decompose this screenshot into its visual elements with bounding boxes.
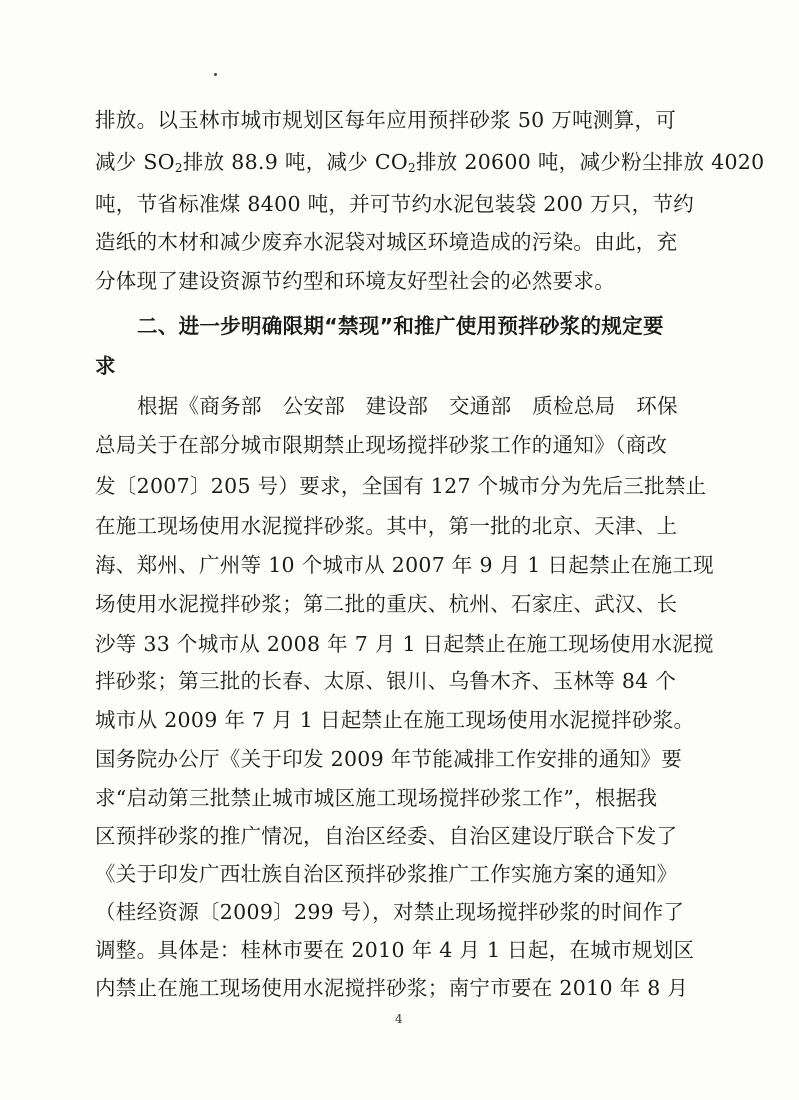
section-heading: 二、进一步明确限期“禁现”和推广使用预拌砂浆的规定要 [137,314,664,338]
body-line: 内禁止在施工现场使用水泥搅拌砂浆；南宁市要在 2010 年 8 月 [95,976,689,1000]
body-line: 根据《商务部 公安部 建设部 交通部 质检总局 环保 [137,394,678,418]
body-line: 沙等 33 个城市从 2008 年 7 月 1 日起禁止在施工现场使用水泥搅 [95,632,714,656]
section-heading-cont: 求 [95,354,116,378]
body-line: 吨，节省标准煤 8400 吨，并可节约水泥包装袋 200 万只，节约 [95,192,695,216]
body-line: 场使用水泥搅拌砂浆；第二批的重庆、杭州、石家庄、武汉、长 [95,592,678,616]
body-line-emissions: 减少 $SO_2$排放 88.9 吨，减少 $CO_2$排放 20600 吨，减少粉尘排放 4020 [95,150,765,175]
body-line: （桂经资源〔2009〕299 号），对禁止现场搅拌砂浆的时间作了 [95,900,685,924]
body-line: 海、郑州、广州等 10 个城市从 2007 年 9 月 1 日起禁止在施工现 [95,553,714,577]
page-number: 4 [395,1012,403,1026]
body-line: 总局关于在部分城市限期禁止现场搅拌砂浆工作的通知》（商改 [95,433,668,457]
body-line: 排放。以玉林市城市规划区每年应用预拌砂浆 50 万吨测算，可 [95,108,677,132]
body-line: 拌砂浆；第三批的长春、太原、银川、乌鲁木齐、玉林等 84 个 [95,669,677,693]
body-line: 城市从 2009 年 7 月 1 日起禁止在施工现场使用水泥搅拌砂浆。 [95,708,695,732]
body-line: 分体现了建设资源节约型和环境友好型社会的必然要求。 [95,269,615,293]
body-line: 调整。具体是：桂林市要在 2010 年 4 月 1 日起，在城市规划区 [95,938,695,962]
scan-speck [214,73,217,76]
body-line: 《关于印发广西壮族自治区预拌砂浆推广工作实施方案的通知》 [95,862,678,886]
body-line: 造纸的木材和减少废弃水泥袋对城区环境造成的污染。由此，充 [95,230,678,254]
body-line: 发〔2007〕205 号）要求，全国有 127 个城市分为先后三批禁止 [95,474,707,498]
body-line: 区预拌砂浆的推广情况，自治区经委、自治区建设厅联合下发了 [95,824,678,848]
body-line: 国务院办公厅《关于印发 2009 年节能减排工作安排的通知》要 [95,747,683,771]
body-line: 在施工现场使用水泥搅拌砂浆。其中，第一批的北京、天津、上 [95,514,678,538]
body-line: 求“启动第三批禁止城市城区施工现场搅拌砂浆工作”，根据我 [95,786,658,810]
